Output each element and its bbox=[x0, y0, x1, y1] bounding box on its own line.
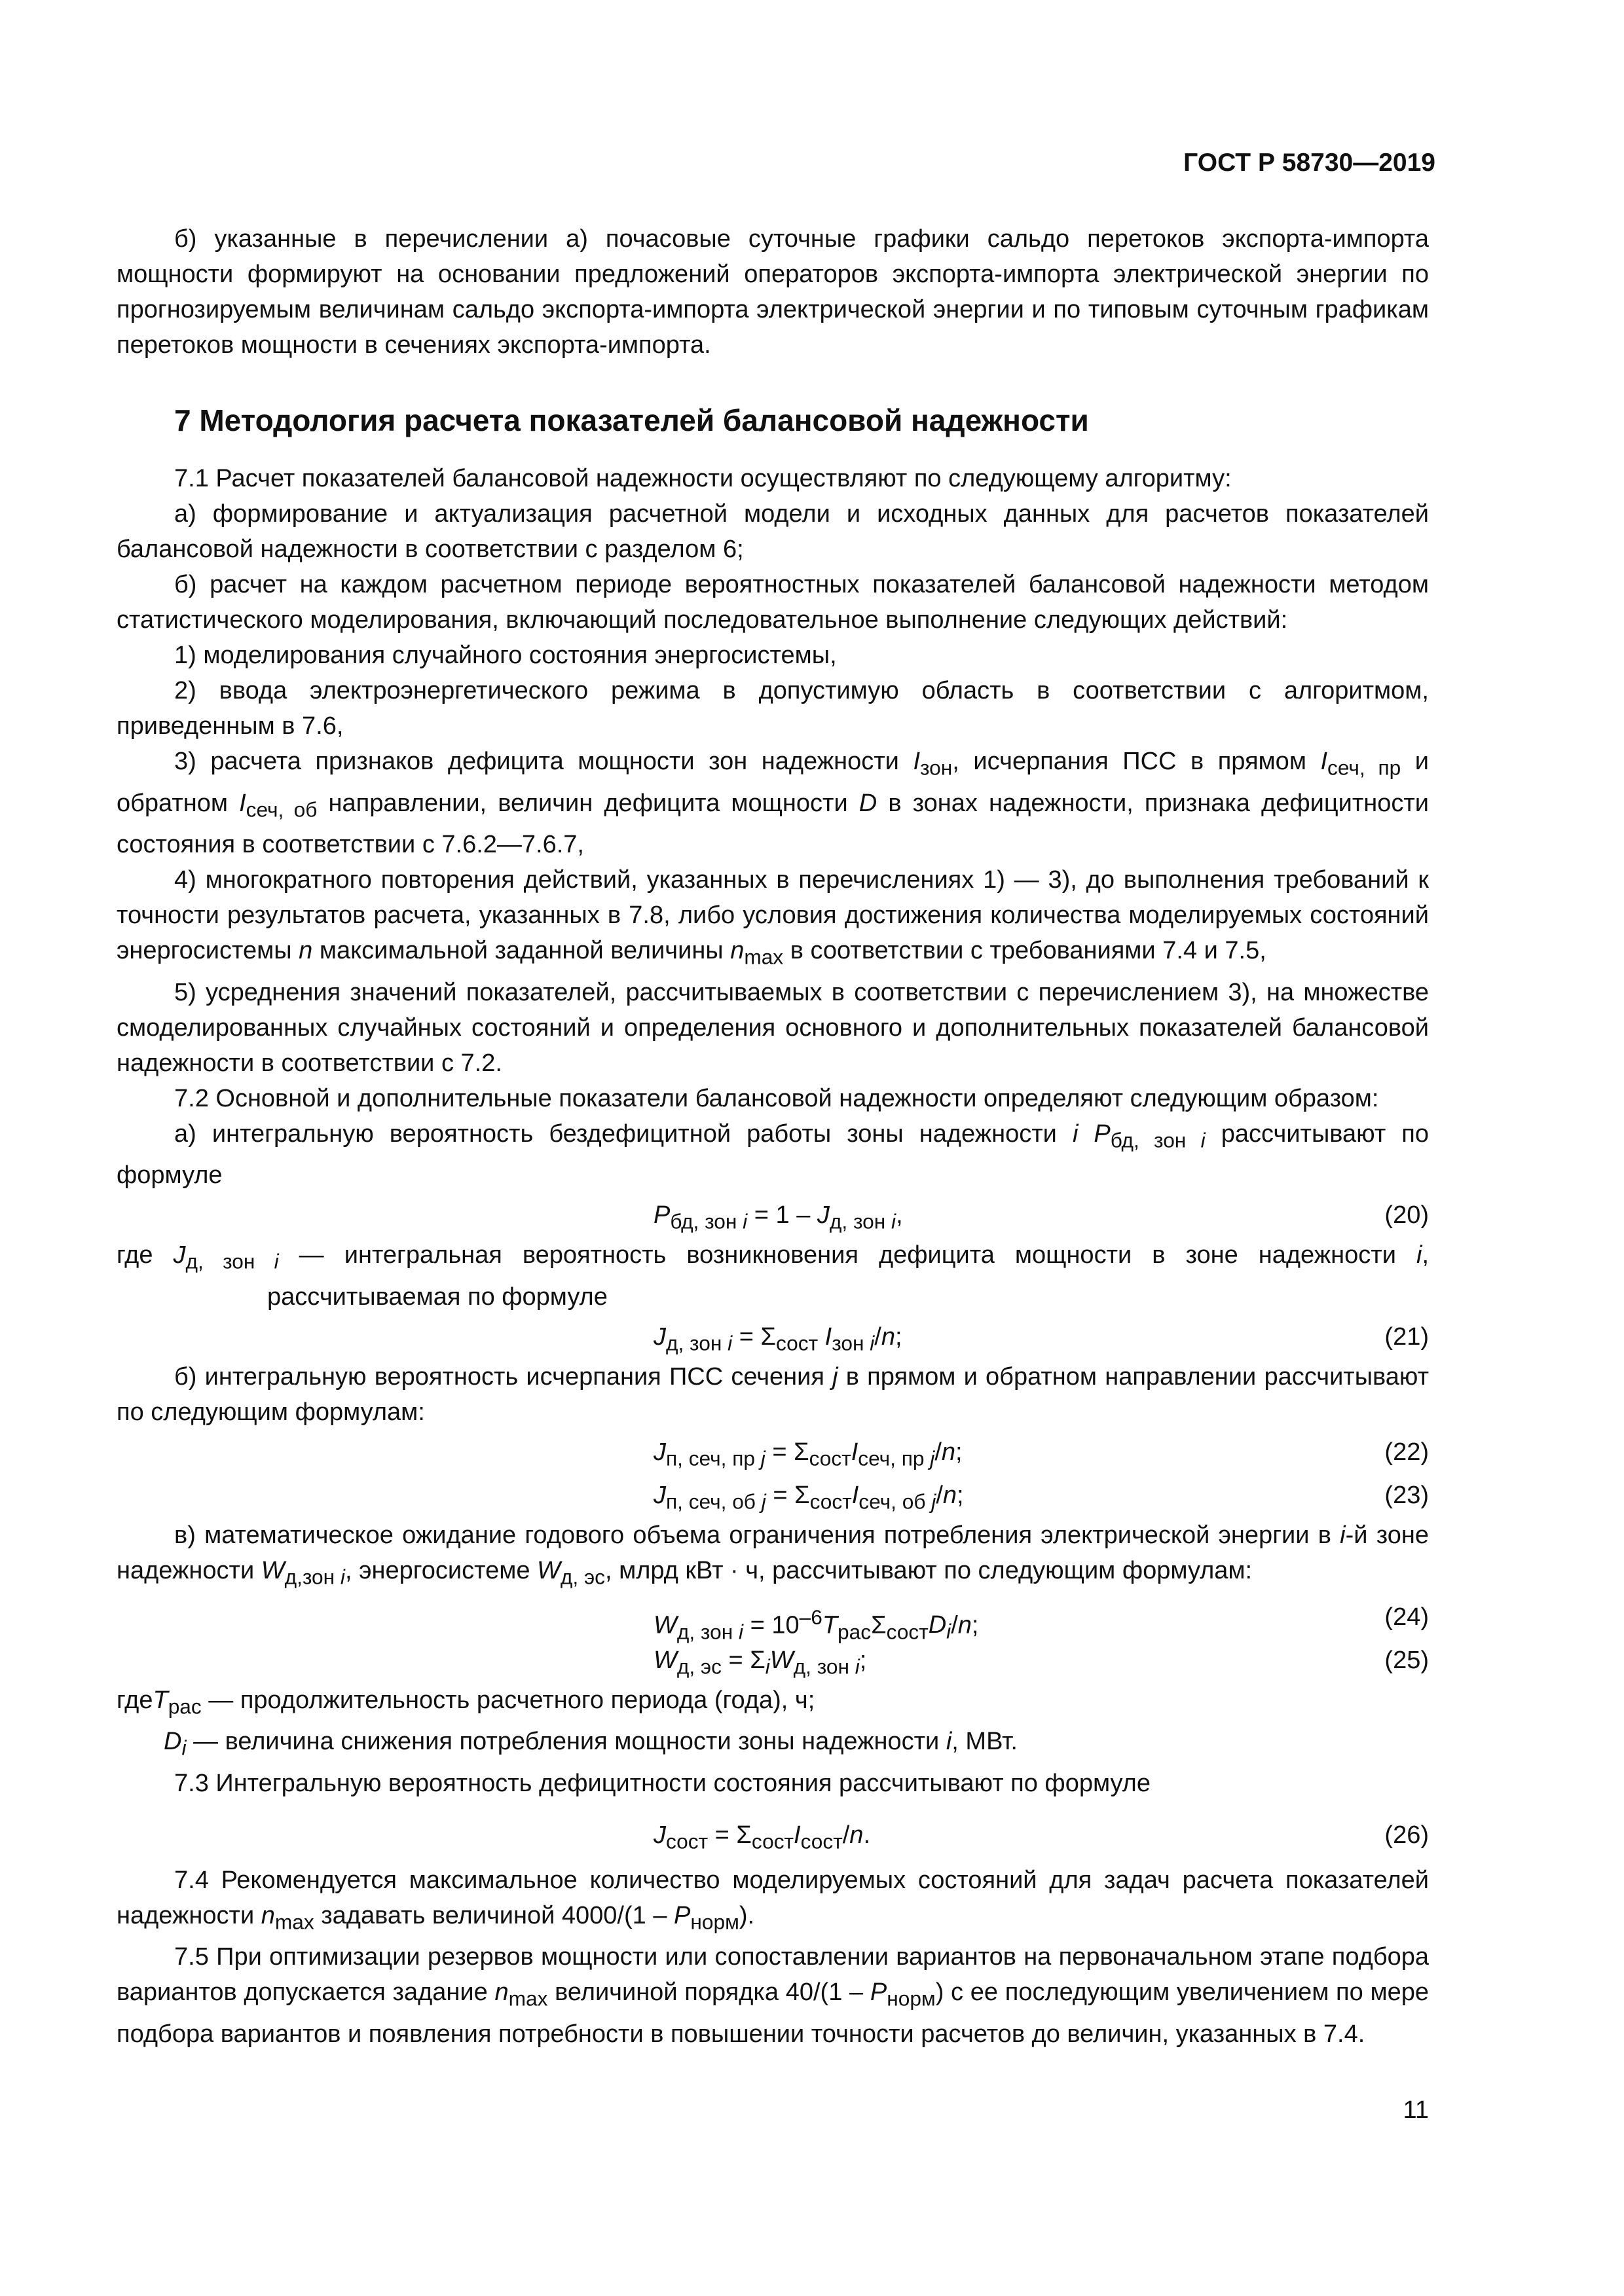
formula-22-number: (22) bbox=[1384, 1438, 1429, 1466]
formula-21-expression: $J_{д, зон i} = \Sigma_{сост}$ $I_{зон i}/n$; bbox=[654, 1322, 902, 1355]
section-title: 7 Методология расчета показателей балансовой надежности bbox=[174, 403, 1089, 437]
paragraph-7-1-b-1: 1) моделирования случайного состояния энергосистемы, bbox=[174, 642, 837, 669]
paragraph-7-1-b-4: 4) многократного повторения действий, указанных в перечислениях 1) — 3), до выполнения требований к точности результатов расчета, указанных в 7.8, либо условия достижения количества моделируемых состояний энергосистемы n максимальной заданной величины $n_{max}$ в соответствии с требованиями 7.4 и 7.5, bbox=[117, 866, 1429, 969]
paragraph-7-1-a: а) формирование и актуализация расчетной модели и исходных данных для расчетов показателей балансовой надежности в соответствии с разделом 6; bbox=[117, 500, 1429, 563]
formula-23-number: (23) bbox=[1384, 1481, 1429, 1509]
formula-25-number: (25) bbox=[1384, 1646, 1429, 1674]
paragraph-7-2-a: а) интегральную вероятность бездефицитной работы зоны надежности i $P_{бд, зон i}$ рассчитывают по формуле bbox=[117, 1120, 1429, 1190]
formula-25 bbox=[117, 1639, 1429, 1681]
paragraph-7-1-b-2: 2) ввода электроэнергетического режима в допустимую область в соответствии с алгоритмом, приведенным в 7.6, bbox=[117, 677, 1429, 740]
paragraph-7-2-c: в) математическое ожидание годового объема ограничения потребления электрической энергии в i-й зоне надежности $W_{д,зон i}$, энергосистеме $W_{д, эс}$, млрд кВт · ч, рассчитывают по следующим формулам: bbox=[117, 1521, 1429, 1589]
formula-22-expression: $J_{п, сеч, пр j} = \Sigma_{сост}I_{сеч, пр j}/n$; bbox=[654, 1438, 963, 1470]
paragraph-7-5: 7.5 При оптимизации резервов мощности или сопоставлении вариантов на первоначальном этапе подбора вариантов допускается задание $n_{max}$ величиной порядка $40/(1 - P_{норм})$ с ее последующим увеличением по мере подбора вариантов и появления потребности в повышении точности расчетов до величин, указанных в 7.4. bbox=[117, 1943, 1429, 2048]
paragraph-7-1-b: б) расчет на каждом расчетном периоде вероятностных показателей балансовой надежности методом статистического моделирования, включающий последовательное выполнение следующих действий: bbox=[117, 571, 1429, 634]
paragraph-7-2: 7.2 Основной и дополнительные показатели балансовой надежности определяют следующим образом: bbox=[174, 1084, 1379, 1112]
definition-t-ras: гдеT$_{рас}$ — продолжительность расчетного периода (года), ч; bbox=[117, 1686, 815, 1719]
paragraph-7-1: 7.1 Расчет показателей балансовой надежности осуществляют по следующему алгоритму: bbox=[174, 465, 1232, 492]
formula-21 bbox=[117, 1316, 1429, 1358]
definition-d-i: $D_i$ — величина снижения потребления мощности зоны надежности i, МВт. bbox=[164, 1728, 1018, 1760]
formula-20-number: (20) bbox=[1384, 1201, 1429, 1230]
formula-20 bbox=[117, 1194, 1429, 1236]
formula-24 bbox=[117, 1596, 1429, 1643]
paragraph-7-1-b-5: 5) усреднения значений показателей, рассчитываемых в соответствии с перечислением 3), на множестве смоделированных случайных состояний и определения основного и дополнительных показателей балансовой надежности в соответствии с 7.2. bbox=[117, 978, 1429, 1077]
formula-26-number: (26) bbox=[1384, 1821, 1429, 1849]
formula-26 bbox=[117, 1814, 1429, 1856]
formula-21-number: (21) bbox=[1384, 1322, 1429, 1351]
formula-26-expression: $J_{сост} = \Sigma_{сост}I_{сост}/n$. bbox=[654, 1821, 870, 1853]
document-code-header: ГОСТ Р 58730—2019 bbox=[1183, 149, 1435, 177]
document-body bbox=[117, 221, 1429, 2052]
definition-j-zone: где $J_{д, зон i}$ — интегральная вероятность возникновения дефицита мощности в зоне надежности i, рассчитываемая по формуле bbox=[117, 1241, 1429, 1311]
paragraph-7-2-b: б) интегральную вероятность исчерпания ПСС сечения j в прямом и обратном направлении рассчитывают по следующим формулам: bbox=[117, 1362, 1429, 1426]
page-number: 11 bbox=[1403, 2096, 1429, 2124]
formula-20-expression: $P_{бд, зон i} = 1 - J_{д, зон i}$, bbox=[654, 1201, 903, 1233]
formula-24-number: (24) bbox=[1384, 1603, 1429, 1631]
formula-25-expression: $W_{д, эс} = \Sigma_iW_{д, зон i}$; bbox=[654, 1646, 867, 1679]
paragraph-7-1-b-3: 3) расчета признаков дефицита мощности зон надежности $I_{зон}$, исчерпания ПСС в прямом $I_{сеч, пр}$ и обратном $I_{сеч, об}$ направлении, величин дефицита мощности D в зонах надежности, признака дефицитности состояния в соответствии с 7.6.2—7.6.7, bbox=[117, 748, 1430, 859]
formula-22 bbox=[117, 1431, 1429, 1473]
formula-24-expression: $W_{д, зон i} = 10^{-6}T_{рас}\Sigma_{сост}D_i/n$; bbox=[654, 1605, 979, 1643]
formula-23-expression: $J_{п, сеч, об j} = \Sigma_{сост}I_{сеч, об j}/n$; bbox=[654, 1481, 964, 1514]
paragraph-7-4: 7.4 Рекомендуется максимальное количество моделируемых состояний для задач расчета показателей надежности $n_{max}$ задавать величиной $4000/(1 - P_{норм})$. bbox=[117, 1866, 1429, 1934]
paragraph-7-3: 7.3 Интегральную вероятность дефицитности состояния рассчитывают по формуле bbox=[174, 1769, 1151, 1797]
formula-23 bbox=[117, 1474, 1429, 1516]
paragraph-intro-b: б) указанные в перечислении а) почасовые суточные графики сальдо перетоков экспорта-импорта мощности формируют на основании предложений операторов экспорта-импорта электрической энергии по прогнозируемым величинам сальдо экспорта-импорта электрической энергии и по типовым суточным графикам перетоков мощности в сечениях экспорта-импорта. bbox=[117, 225, 1429, 359]
